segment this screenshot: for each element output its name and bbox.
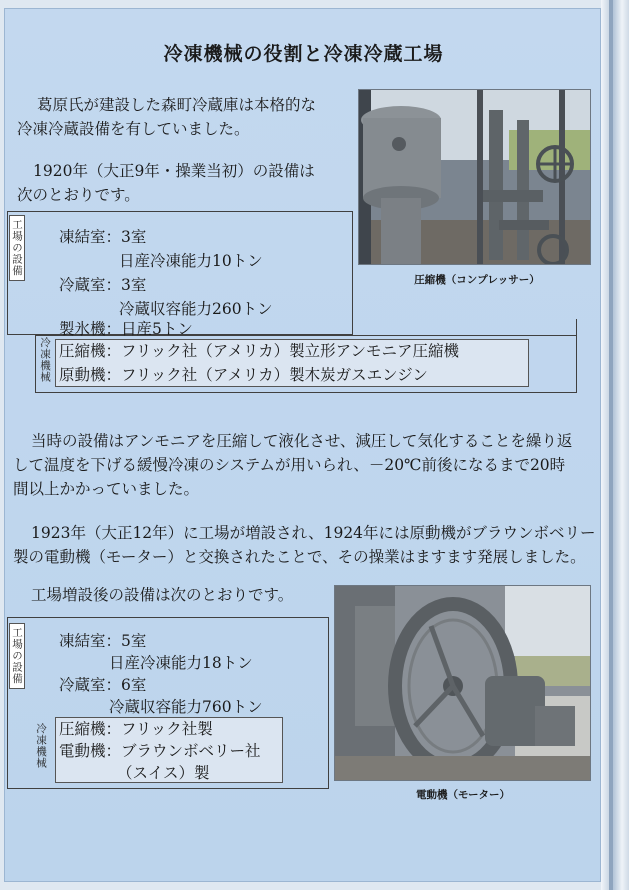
- machine-label-after: 冷凍機械: [35, 723, 47, 769]
- page-panel: [4, 8, 601, 882]
- compressor-photo: [358, 89, 591, 265]
- motor-photo-icon: [335, 586, 591, 781]
- storage-capacity-1920: 冷蔵収容能力260トン: [119, 300, 273, 318]
- compressor-spec-1920: 圧縮機：フリック社（アメリカ）製立形アンモニア圧縮機: [59, 342, 460, 360]
- machine-label-1920: 冷凍機械: [39, 337, 51, 383]
- engine-spec-1920: 原動機：フリック社（アメリカ）製木炭ガスエンジン: [59, 366, 428, 384]
- compressor-spec-after: 圧縮機：フリック社製: [59, 720, 213, 738]
- factory-label-after: 工場の設備: [9, 623, 25, 689]
- compressor-caption: 圧縮機（コンプレッサー）: [414, 274, 540, 286]
- intro-line-3: 1920年（大正9年・操業当初）の設備は: [33, 162, 315, 180]
- motor-photo: [334, 585, 591, 781]
- compressor-photo-icon: [359, 90, 591, 265]
- page-title: 冷凍機械の役割と冷凍冷蔵工場: [163, 43, 444, 65]
- para2-line-2: して温度を下げる緩慢冷凍のシステムが用いられ、－20℃前後になるまで20時: [13, 456, 566, 474]
- motor-caption: 電動機（モーター）: [415, 789, 511, 801]
- freezer-rooms-after: 凍結室：5室: [59, 632, 147, 650]
- para2-line-1: 当時の設備はアンモニアを圧縮して液化させ、減圧して気化することを繰り返: [31, 432, 573, 450]
- cold-rooms-after: 冷蔵室：6室: [59, 676, 147, 694]
- freezer-rooms-1920: 凍結室：3室: [59, 228, 147, 246]
- para4: 工場増設後の設備は次のとおりです。: [31, 586, 294, 604]
- freezing-capacity-after: 日産冷凍能力18トン: [109, 654, 253, 672]
- motor-spec-after: 電動機：ブラウンボベリー社: [59, 742, 261, 760]
- ice-machine-1920: 製氷機：日産5トン: [59, 320, 193, 338]
- freezing-capacity-1920: 日産冷凍能力10トン: [119, 252, 263, 270]
- para2-line-3: 間以上かかっていました。: [13, 480, 200, 498]
- cold-rooms-1920: 冷蔵室：3室: [59, 276, 147, 294]
- para3-line-2: 製の電動機（モーター）と交換されたことで、その操業はますます発展しました。: [13, 548, 586, 566]
- binder-edge: [601, 0, 629, 890]
- para3-line-1: 1923年（大正12年）に工場が増設され、1924年には原動機がブラウンボベリー: [31, 524, 596, 542]
- factory-label-1920: 工場の設備: [9, 215, 25, 281]
- intro-line-4: 次のとおりです。: [17, 186, 140, 204]
- intro-line-1: 葛原氏が建設した森町冷蔵庫は本格的な: [37, 96, 317, 114]
- intro-line-2: 冷凍冷蔵設備を有していました。: [17, 120, 250, 138]
- storage-capacity-after: 冷蔵収容能力760トン: [109, 698, 263, 716]
- motor-origin-after: （スイス）製: [117, 764, 210, 782]
